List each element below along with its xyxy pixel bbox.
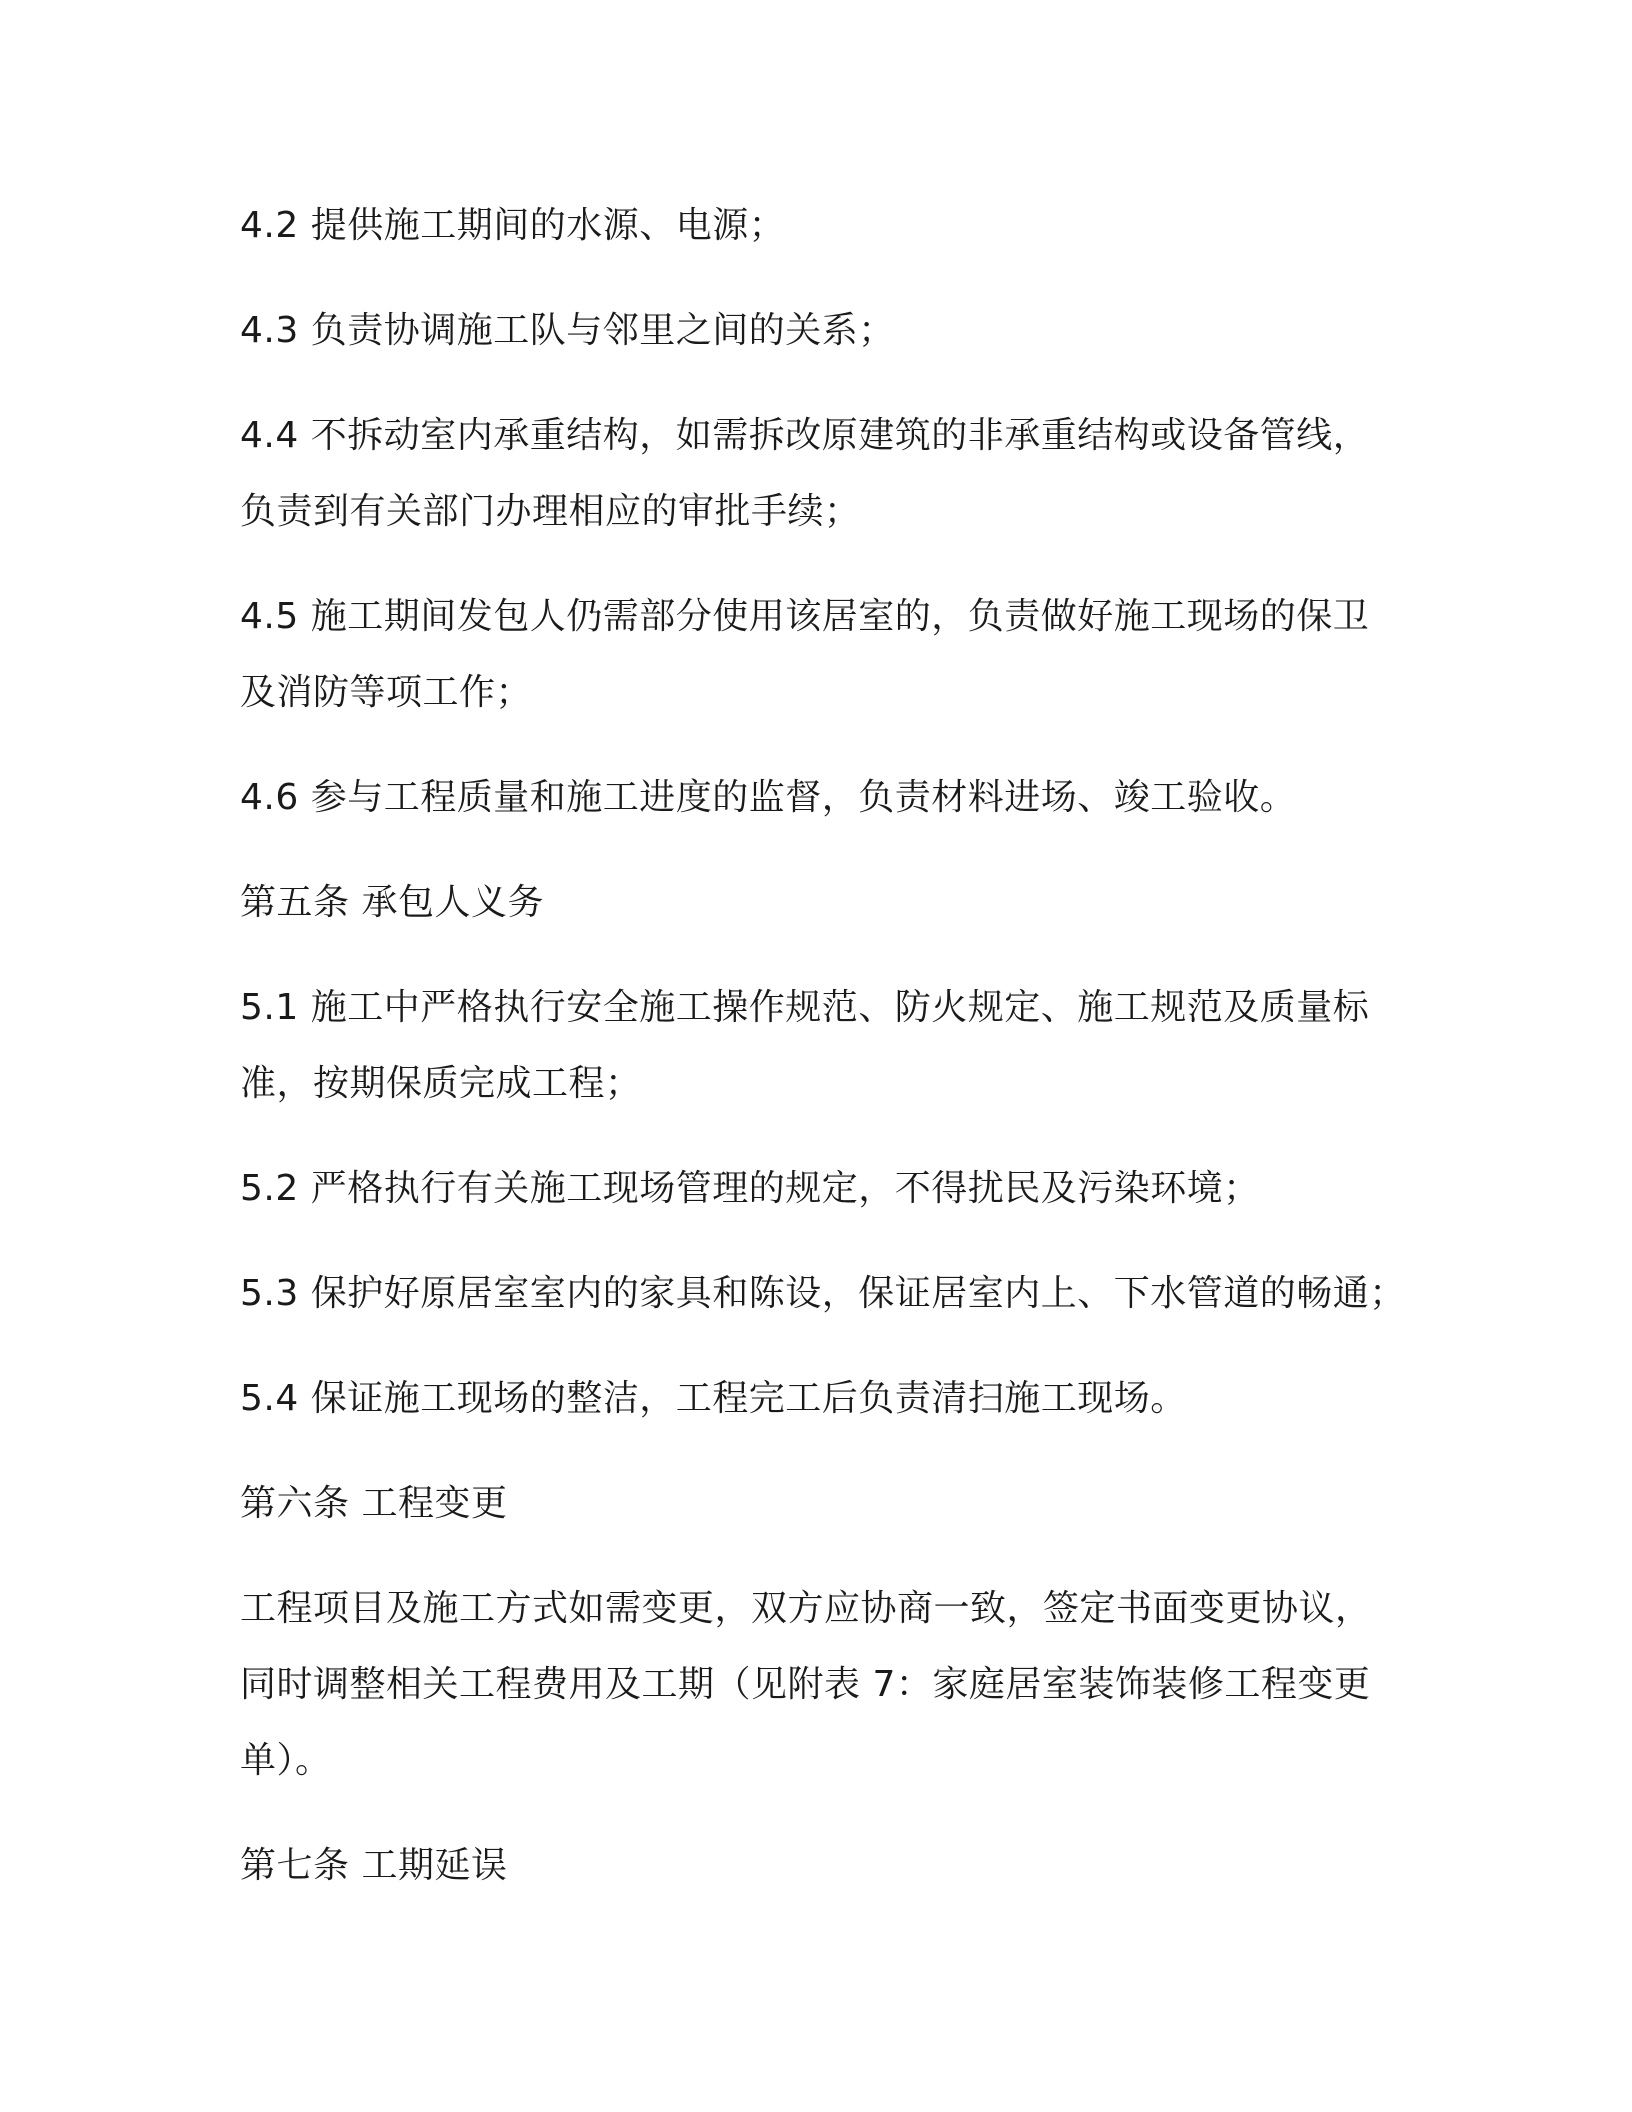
article-6-heading	[240, 1466, 1420, 1542]
text-line: 单）。	[240, 1740, 332, 1781]
text-line: 5.4 保证施工现场的整洁，工程完工后负责清扫施工现场。	[240, 1378, 1187, 1419]
text-line: 负责到有关部门办理相应的审批手续；	[240, 491, 861, 532]
article-7-heading	[240, 1828, 1420, 1904]
text-line: 及消防等项工作；	[240, 672, 533, 713]
text-line: 准，按期保质完成工程；	[240, 1063, 642, 1104]
text-line: 4.3 负责协调施工队与邻里之间的关系；	[240, 310, 895, 351]
clause-5-1	[240, 970, 1420, 1122]
clause-4-4	[240, 398, 1420, 550]
text-line: 4.5 施工期间发包人仍需部分使用该居室的，负责做好施工现场的保卫	[240, 596, 1370, 637]
clause-5-4	[240, 1361, 1420, 1437]
text-line: 4.6 参与工程质量和施工进度的监督，负责材料进场、竣工验收。	[240, 777, 1297, 818]
article-6-body	[240, 1571, 1420, 1799]
text-line: 4.2 提供施工期间的水源、电源；	[240, 205, 786, 246]
article-5-heading	[240, 865, 1420, 941]
section-heading: 第七条 工期延误	[240, 1845, 508, 1886]
text-line: 5.1 施工中严格执行安全施工操作规范、防火规定、施工规范及质量标	[240, 987, 1370, 1028]
text-line: 同时调整相关工程费用及工期（见附表 7：家庭居室装饰装修工程变更	[240, 1664, 1371, 1705]
clause-5-2	[240, 1151, 1420, 1227]
clause-4-6	[240, 760, 1420, 836]
document-body	[240, 188, 1420, 1933]
clause-4-3	[240, 293, 1420, 369]
clause-5-3	[240, 1256, 1420, 1332]
text-line: 5.3 保护好原居室室内的家具和陈设，保证居室内上、下水管道的畅通；	[240, 1273, 1406, 1314]
text-line: 5.2 严格执行有关施工现场管理的规定，不得扰民及污染环境；	[240, 1168, 1260, 1209]
text-line: 工程项目及施工方式如需变更，双方应协商一致，签定书面变更协议，	[240, 1588, 1372, 1629]
text-line: 4.4 不拆动室内承重结构，如需拆改原建筑的非承重结构或设备管线，	[240, 415, 1370, 456]
section-heading: 第六条 工程变更	[240, 1483, 508, 1524]
clause-4-5	[240, 579, 1420, 731]
section-heading: 第五条 承包人义务	[240, 882, 544, 923]
clause-4-2	[240, 188, 1420, 264]
